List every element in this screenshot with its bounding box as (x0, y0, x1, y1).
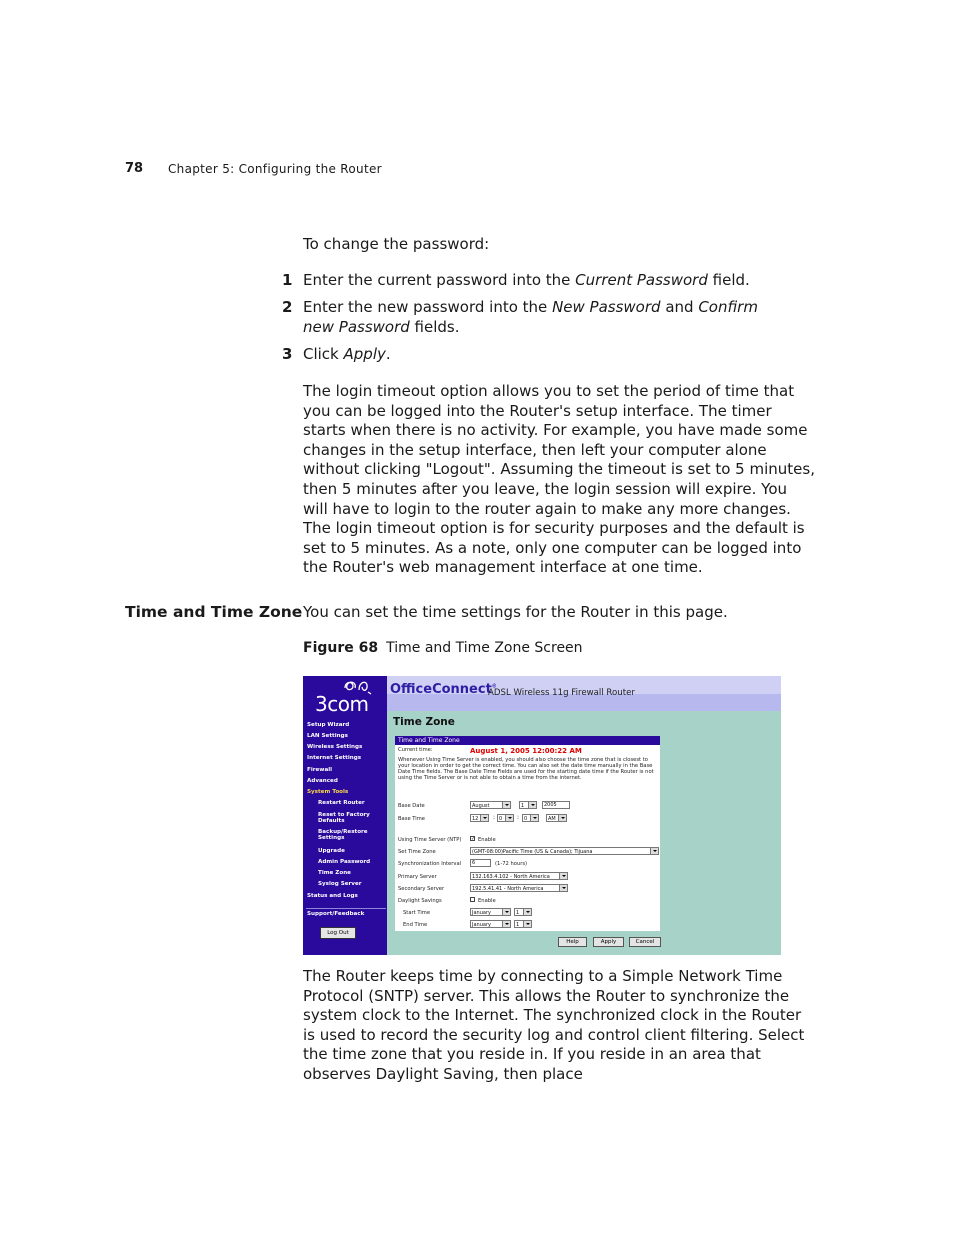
chevron-down-icon (505, 815, 513, 821)
chevron-down-icon (502, 921, 510, 927)
step-number: 1 (282, 271, 293, 289)
sidebar-divider (306, 908, 386, 909)
start-day-select[interactable]: 1 (514, 908, 532, 916)
sidebar (303, 676, 387, 955)
chevron-down-icon (559, 885, 567, 891)
base-time-minute-select[interactable]: 0 (497, 814, 514, 822)
chevron-down-icon (502, 909, 510, 915)
nav-backup-restore[interactable]: Backup/Restore (318, 829, 368, 835)
sync-interval-input[interactable]: 6 (470, 859, 491, 867)
current-time-value: August 1, 2005 12:00:22 AM (470, 747, 582, 755)
nav-reset-factory[interactable]: Reset to Factory (318, 812, 370, 818)
brand-name: OfficeConnect® (390, 682, 497, 697)
secondary-server-select[interactable]: 192.5.41.41 - North America (470, 884, 568, 892)
base-date-label: Base Date (398, 803, 425, 809)
section-intro: You can set the time settings for the Router in this page. (303, 603, 728, 621)
time-zone-select[interactable]: (GMT-08:00)Pacific Time (US & Canada); Tijuana (470, 847, 659, 855)
nav-support-feedback[interactable]: Support/Feedback (307, 911, 365, 917)
time-separator: : (517, 814, 520, 821)
nav-syslog-server[interactable]: Syslog Server (318, 881, 362, 887)
nav-reset-factory-2[interactable]: Defaults (318, 818, 345, 824)
intro-text: To change the password: (303, 235, 490, 253)
chevron-down-icon (528, 802, 536, 808)
chevron-down-icon (558, 815, 566, 821)
base-time-ampm-select[interactable]: AM (546, 814, 567, 822)
daylight-savings-label: Daylight Savings (398, 898, 442, 904)
chevron-down-icon (530, 815, 538, 821)
time-zone-panel (395, 736, 660, 931)
cancel-button[interactable]: Cancel (629, 937, 661, 947)
nav-system-tools[interactable]: System Tools (307, 789, 349, 795)
nav-advanced[interactable]: Advanced (307, 778, 338, 784)
dst-enable-label: Enable (478, 898, 496, 904)
page-number: 78 (125, 161, 144, 176)
start-month-select[interactable]: January (470, 908, 511, 916)
figure-label: Figure 68 (303, 640, 379, 656)
section-heading: Time and Time Zone (125, 603, 303, 621)
closing-paragraph: The Router keeps time by connecting to a Simple Network Time Protocol (SNTP) server. This allows the Router to synchronize the system clock to the Internet. The synchronized clock in the Router is used to record the security log and control client filtering. Select the time zone that you reside in. If you reside in an area that observes Daylight Saving, then place (303, 967, 805, 1083)
step-text: Enter the new password into the New Password and Confirm new Password fields. (303, 298, 758, 336)
secondary-server-label: Secondary Server (398, 886, 445, 892)
end-day-select[interactable]: 1 (514, 920, 532, 928)
step-text: Enter the current password into the Current Password field. (303, 271, 750, 289)
nav-internet-settings[interactable]: Internet Settings (307, 755, 362, 761)
chevron-down-icon (559, 873, 567, 879)
start-time-label: Start Time (403, 910, 431, 916)
apply-button[interactable]: Apply (593, 937, 624, 947)
step-number: 3 (282, 345, 293, 363)
logout-button[interactable]: Log Out (320, 927, 356, 939)
end-time-label: End Time (403, 922, 428, 928)
base-time-label: Base Time (398, 816, 425, 822)
ntp-enable-checkbox[interactable]: ✓ (471, 836, 476, 842)
nav-lan-settings[interactable]: LAN Settings (307, 733, 348, 739)
timeout-paragraph: The login timeout option allows you to set the period of time that you can be logged into the Router's setup interface. The timer starts when there is no activity. For example, you have made some changes in the setup interface, then left your computer alone without clicking "Logout". Assuming the timeout is set to 5 minutes, then 5 minutes after you leave, the login session will expire. You will have to login to the router again to make any more changes. The login timeout option is for security purposes and the default is set to 5 minutes. As a note, only one computer can be logged into the Router's web management interface at one time. (303, 382, 815, 577)
nav-setup-wizard[interactable]: Setup Wizard (307, 722, 350, 728)
nav-backup-restore-2[interactable]: Settings (318, 835, 345, 841)
base-date-day-select[interactable]: 1 (519, 801, 537, 809)
chevron-down-icon (502, 802, 510, 808)
ntp-enable-label: Enable (478, 837, 496, 843)
time-zone-label: Set Time Zone (398, 849, 436, 855)
base-date-month-select[interactable]: August (470, 801, 511, 809)
sync-interval-unit: (1-72 hours) (495, 861, 528, 867)
screen-title: Time Zone (393, 716, 455, 728)
current-time-label: Current time: (398, 747, 433, 753)
figure-title: Time and Time Zone Screen (386, 640, 583, 656)
nav-firewall[interactable]: Firewall (307, 767, 333, 773)
base-date-year-input[interactable]: 2005 (542, 801, 570, 809)
base-time-second-select[interactable]: 0 (522, 814, 539, 822)
nav-time-zone[interactable]: Time Zone (318, 870, 351, 876)
nav-wireless-settings[interactable]: Wireless Settings (307, 744, 363, 750)
3com-logo: 3com (315, 692, 369, 716)
primary-server-select[interactable]: 132.163.4.102 - North America (470, 872, 568, 880)
chevron-down-icon (480, 815, 488, 821)
figure-caption (303, 640, 583, 656)
time-separator: : (493, 814, 496, 821)
brand-subtitle: ADSL Wireless 11g Firewall Router (488, 688, 635, 698)
chapter-title: Chapter 5: Configuring the Router (168, 162, 382, 176)
dst-enable-checkbox[interactable] (470, 897, 475, 902)
panel-title: Time and Time Zone (395, 736, 660, 745)
nav-status-logs[interactable]: Status and Logs (307, 893, 358, 899)
nav-upgrade[interactable]: Upgrade (318, 848, 345, 854)
chevron-down-icon (523, 921, 531, 927)
help-button[interactable]: Help (558, 937, 587, 947)
router-screenshot (303, 676, 781, 955)
nav-restart-router[interactable]: Restart Router (318, 800, 365, 806)
chevron-down-icon (650, 848, 658, 854)
step-text: Click Apply. (303, 345, 391, 363)
base-time-hour-select[interactable]: 12 (470, 814, 489, 822)
step-number: 2 (282, 298, 293, 316)
end-month-select[interactable]: January (470, 920, 511, 928)
top-banner (387, 676, 781, 711)
ntp-label: Using Time Server (NTP) (398, 837, 462, 843)
sync-interval-label: Synchronization Interval (398, 861, 462, 867)
chevron-down-icon (523, 909, 531, 915)
nav-admin-password[interactable]: Admin Password (318, 859, 371, 865)
time-server-note: Whenever Using Time Server is enabled, you should also choose the time zone that is closest to your location in order to get the correct time. You can also set the date time manually in the Base Date Time fields. The Base Date Time Fields are used for the starting date time if the Router is not using the Time Server or is not able to obtain a time from the internet. (398, 757, 654, 782)
primary-server-label: Primary Server (398, 874, 437, 880)
